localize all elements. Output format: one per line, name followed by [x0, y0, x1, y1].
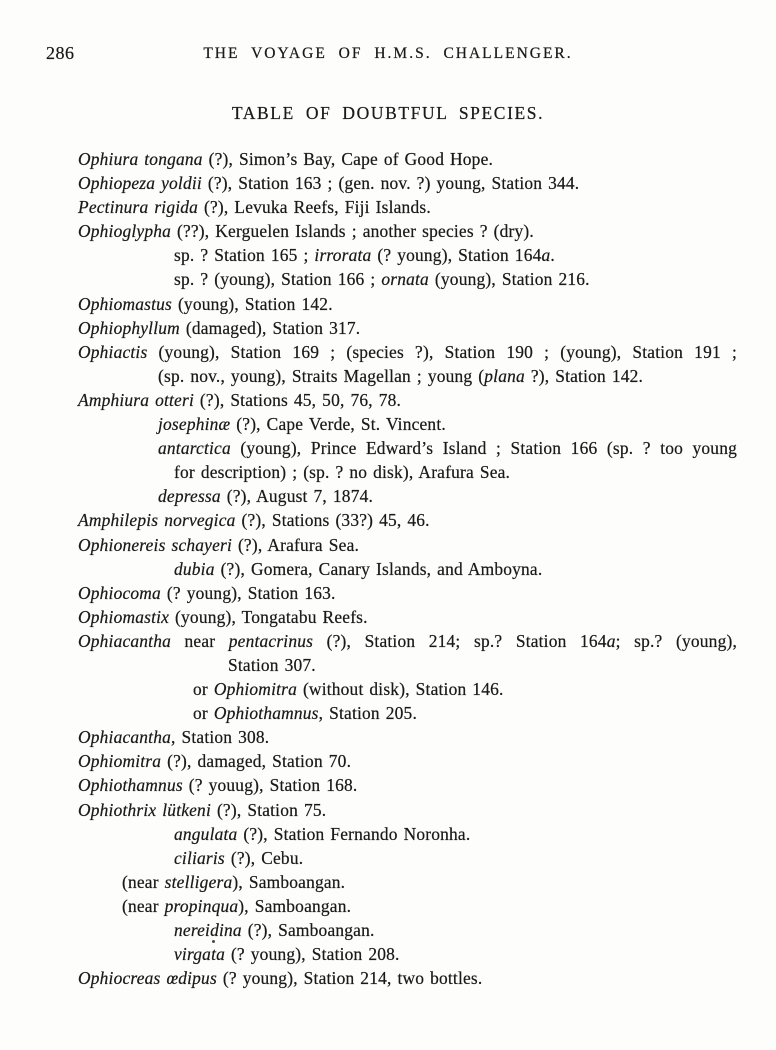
species-name: angulata	[174, 823, 238, 844]
entry-line	[78, 966, 737, 990]
entry-line	[78, 629, 737, 653]
entry-text: (?), August 7, 1874.	[220, 486, 374, 507]
entry-text: sp. ? (young), Station 166 ;	[174, 269, 382, 290]
entry-text: ), Samboangan.	[238, 895, 352, 916]
entry-text: (young), Tongatabu Reefs.	[169, 606, 368, 627]
running-title: THE VOYAGE OF H.M.S. CHALLENGER.	[203, 45, 573, 62]
entry-line	[174, 822, 737, 846]
entry-text: (damaged), Station 317.	[179, 317, 361, 338]
entry-line	[193, 701, 737, 725]
species-name: Ophiocreas œdipus	[78, 968, 217, 989]
species-name: virgata	[174, 944, 225, 965]
species-name: Ophiomitra	[78, 751, 162, 772]
entry-text: .	[550, 245, 555, 266]
species-name: Pectinura rigida	[78, 197, 199, 218]
entry-line	[78, 798, 737, 822]
entry-line	[122, 894, 737, 918]
entry-line	[78, 171, 737, 195]
entry-line	[174, 460, 737, 484]
entry-line	[174, 243, 737, 267]
species-name: Ophiophyllum	[78, 317, 180, 338]
entry-line	[78, 195, 737, 219]
species-name: Ophiocoma	[78, 582, 161, 603]
entry-text: (?), Levuka Reefs, Fiji Islands.	[198, 197, 431, 218]
entry-text: (?), Simon’s Bay, Cape of Good Hope.	[202, 149, 494, 169]
entry-text: (??), Kerguelen Islands ; another species ? (dry).	[171, 221, 534, 242]
entry-line	[122, 870, 737, 894]
species-name: Ophionereis schayeri	[78, 534, 232, 555]
entry-text: near	[171, 630, 229, 651]
species-name: ciliaris	[174, 847, 225, 868]
entry-text: (?), Stations 45, 50, 76, 78.	[193, 389, 402, 410]
entry-line	[174, 942, 737, 966]
entry-text: (young), Prince Edward’s Island ; Station 166 (sp. ? too young	[230, 438, 737, 459]
entry-line	[78, 147, 737, 171]
species-name: Ophiothamnus	[78, 775, 183, 796]
entry-text: (near	[122, 871, 165, 892]
species-name: Ophiothamnus	[213, 703, 319, 724]
entry-text: (?), Gomera, Canary Islands, and Amboyna.	[214, 558, 543, 579]
species-name: Ophiothrix lütkeni	[78, 799, 211, 820]
species-name: Ophioglypha	[78, 221, 172, 242]
entry-line	[78, 581, 737, 605]
entry-text: ), Samboangan.	[232, 871, 346, 892]
species-name: stelligera	[164, 871, 233, 892]
species-name: plana	[484, 365, 525, 386]
entry-text: (near	[122, 895, 165, 916]
section-title: TABLE OF DOUBTFUL SPECIES.	[231, 103, 545, 123]
entry-text: (? youug), Station 168.	[182, 775, 358, 796]
entry-text: (?), Station 163 ; (gen. nov. ?) young, Station 344.	[201, 173, 580, 194]
entry-text: (?), Station Fernando Noronha.	[237, 823, 471, 844]
entry-text: or	[193, 679, 214, 700]
entry-line	[158, 436, 737, 460]
entry-text: , Station 308.	[171, 727, 270, 748]
entry-line	[174, 846, 737, 870]
entry-text: ; sp.? (young),	[615, 630, 737, 651]
entries-list	[78, 147, 737, 990]
species-name: Ophiomastix	[78, 606, 170, 627]
species-name: antarctica	[158, 438, 231, 459]
species-name: nereidina	[174, 920, 242, 940]
entry-line	[193, 677, 737, 701]
species-name: a	[541, 245, 551, 266]
species-name: Amphilepis norvegica	[78, 510, 236, 531]
entry-text: (?), Arafura Sea.	[232, 534, 360, 555]
entry-line	[174, 557, 737, 581]
species-name: Ophiacantha	[78, 630, 172, 651]
entry-text: (?), damaged, Station 70.	[161, 751, 352, 772]
species-name: Ophiactis	[78, 341, 148, 362]
entry-text: (? young), Station 208.	[225, 944, 400, 965]
entry-line	[158, 484, 737, 508]
species-name: a	[606, 630, 616, 651]
entry-line	[78, 533, 737, 557]
species-name: Ophiomitra	[213, 679, 297, 700]
entry-line	[158, 364, 737, 388]
entry-text: (young), Station 142.	[172, 293, 333, 314]
species-name: Ophiomastus	[78, 293, 172, 314]
species-name: propinqua	[164, 895, 239, 916]
page-header	[0, 0, 776, 67]
species-name: pentacrinus	[228, 630, 314, 651]
entry-text: (young), Station 169 ; (species ?), Station 190 ; (young), Station 191 ;	[147, 341, 737, 362]
entry-text: sp. ? Station 165 ;	[174, 245, 315, 266]
entry-line	[78, 340, 737, 364]
species-name: depressa	[158, 486, 221, 507]
entry-text: or	[193, 703, 214, 724]
species-name: Ophiacantha	[78, 727, 172, 748]
entry-line	[158, 412, 737, 436]
entry-line	[78, 605, 737, 629]
page-number: 286	[46, 43, 75, 63]
entry-text: (young), Station 216.	[428, 269, 590, 290]
entry-text: (? young), Station 214, two bottles.	[216, 968, 483, 989]
entry-text: (?), Station 214; sp.? Station 164	[313, 630, 607, 651]
entry-text: (? young), Station 163.	[160, 582, 336, 603]
entry-line	[78, 508, 737, 532]
entry-line	[78, 219, 737, 243]
entry-text: (?), Cebu.	[224, 847, 304, 868]
species-name: irrorata	[314, 245, 372, 266]
entry-text: Station 307.	[228, 654, 316, 675]
entry-line	[78, 316, 737, 340]
scan-speck	[212, 940, 215, 943]
entry-line	[174, 918, 737, 942]
entry-text: (?), Samboangan.	[241, 920, 375, 940]
entry-text: (sp. nov., young), Straits Magellan ; young (	[158, 365, 485, 386]
entry-text: (?), Stations (33?) 45, 46.	[235, 510, 430, 531]
entry-line	[228, 653, 737, 677]
entry-text: ?), Station 142.	[524, 365, 644, 386]
entry-text: (without disk), Station 146.	[297, 679, 504, 700]
species-name: Ophiura tongana	[78, 149, 203, 169]
species-name: ornata	[381, 269, 429, 290]
entry-text: for description) ; (sp. ? no disk), Arafura Sea.	[174, 462, 511, 483]
species-name: josephinæ	[158, 414, 231, 435]
entry-line	[78, 773, 737, 797]
entry-text: , Station 205.	[318, 703, 417, 724]
entry-line	[78, 725, 737, 749]
species-name: Ophiopeza yoldii	[78, 173, 202, 194]
species-name: dubia	[174, 558, 215, 579]
entry-line	[78, 388, 737, 412]
entry-text: (? young), Station 164	[371, 245, 542, 266]
entry-line	[174, 267, 737, 291]
entry-line	[78, 292, 737, 316]
species-name: Amphiura otteri	[78, 389, 194, 410]
entry-text: (?), Station 75.	[211, 799, 327, 820]
entry-text: (?), Cape Verde, St. Vincent.	[230, 414, 446, 435]
entry-line	[78, 749, 737, 773]
